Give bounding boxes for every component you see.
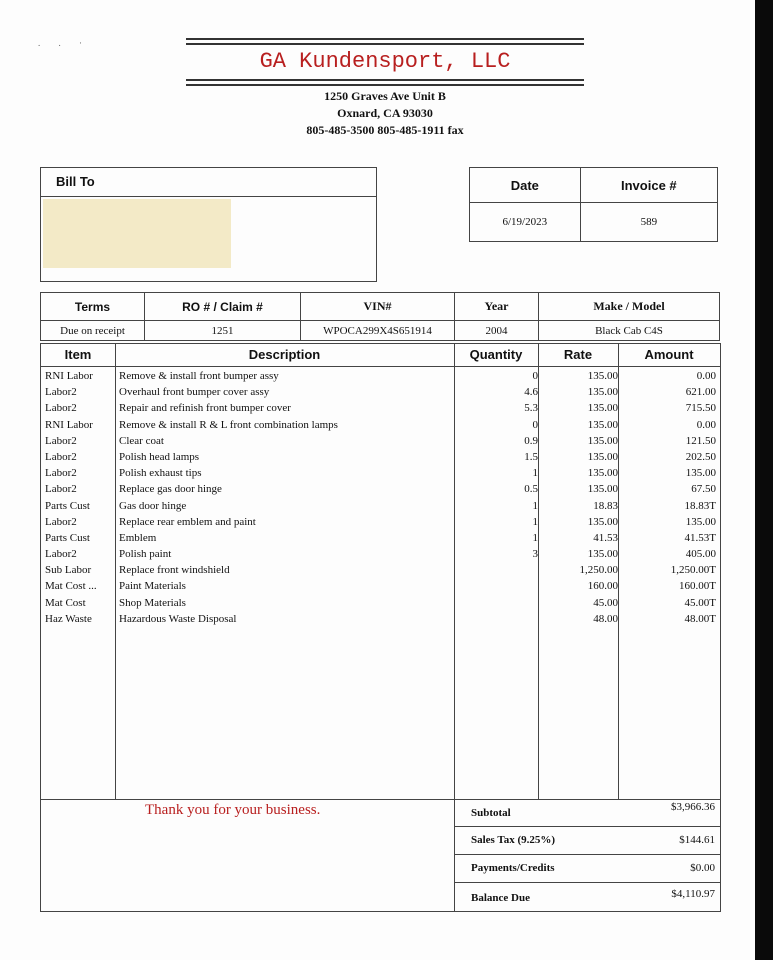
row-rate-cell: 135.00 (587, 548, 618, 561)
row-amount-cell: 1,250.00T (670, 564, 716, 577)
table-row (41, 400, 720, 416)
sales-tax-row (455, 826, 721, 855)
row-description-cell: Polish head lamps (119, 450, 200, 463)
row-quantity-cell: 0 (532, 370, 538, 382)
table-row (41, 384, 720, 400)
row-quantity-cell: 0.5 (524, 483, 538, 496)
row-description-cell: Overhaul front bumper cover assy (119, 386, 270, 399)
year-header: Year (455, 293, 539, 321)
row-quantity-cell: 4.6 (524, 386, 538, 399)
sales-tax-label: Sales Tax (9.25%) (471, 834, 556, 846)
row-description-cell: Replace gas door hinge (119, 483, 222, 496)
table-row (41, 546, 720, 562)
row-item-cell: Mat Cost ... (45, 580, 97, 593)
table-row (41, 562, 720, 578)
line-items-table (40, 343, 721, 800)
invoice-number-label: Invoice # (580, 168, 717, 203)
row-description-cell: Repair and refinish front bumper cover (119, 402, 291, 415)
table-row (41, 514, 720, 530)
row-item-cell: RNI Labor (45, 418, 93, 431)
row-amount-cell: 67.50 (691, 483, 716, 496)
header-rule-top-2 (186, 43, 584, 45)
row-item-cell: Sub Labor (45, 564, 92, 577)
row-rate-cell: 1,250.00 (579, 564, 618, 577)
row-quantity-cell: 5.3 (524, 402, 538, 415)
row-item-cell: Labor2 (45, 515, 77, 528)
table-row (41, 578, 720, 594)
row-description-cell: Replace rear emblem and paint (119, 515, 256, 528)
terms-header: Terms (41, 293, 145, 321)
row-item-cell: Haz Waste (45, 612, 92, 625)
row-description-cell: Remove & install R & L front combination lamps (119, 418, 338, 431)
row-item-cell: Labor2 (45, 548, 77, 561)
terms-table (40, 292, 720, 341)
table-row (41, 417, 720, 433)
row-amount-cell: 41.53T (684, 531, 716, 544)
row-amount-cell: 621.00 (685, 386, 716, 399)
bill-to-redaction (43, 199, 231, 268)
payments-row (455, 854, 721, 883)
address-line-1: 1250 Graves Ave Unit B (324, 89, 446, 103)
row-rate-cell: 135.00 (587, 450, 618, 463)
company-header (186, 38, 584, 86)
row-amount-cell: 135.00 (685, 467, 716, 480)
invoice-footer (40, 798, 721, 912)
year-value: 2004 (455, 321, 539, 341)
company-address (186, 88, 584, 139)
table-row (41, 595, 720, 611)
row-description-cell: Polish paint (119, 548, 172, 561)
invoice-number-value: 589 (580, 203, 717, 242)
row-item-cell: Labor2 (45, 402, 77, 415)
row-quantity-cell: 1 (532, 499, 538, 512)
row-description-cell: Hazardous Waste Disposal (119, 612, 237, 625)
row-rate-cell: 135.00 (587, 483, 618, 496)
row-description-cell: Emblem (119, 531, 157, 544)
row-quantity-cell: 3 (532, 548, 538, 561)
date-invoice-box (469, 167, 718, 242)
claim-value: 1251 (145, 321, 301, 341)
row-amount-cell: 135.00 (685, 515, 716, 528)
row-description-cell: Polish exhaust tips (119, 467, 202, 480)
description-column-header: Description (248, 347, 321, 362)
row-amount-cell: 48.00T (684, 612, 716, 625)
item-column-header: Item (64, 347, 92, 362)
make-model-header: Make / Model (539, 293, 720, 321)
row-description-cell: Shop Materials (119, 596, 186, 609)
row-rate-cell: 41.53 (593, 531, 618, 544)
table-row (41, 498, 720, 514)
row-amount-cell: 18.83T (684, 499, 716, 512)
row-amount-cell: 0.00 (696, 418, 716, 431)
table-row (41, 368, 720, 384)
address-line-2: Oxnard, CA 93030 (337, 106, 433, 120)
row-quantity-cell: 1.5 (524, 450, 538, 463)
row-item-cell: Mat Cost (45, 596, 86, 609)
quantity-column-header: Quantity (469, 347, 523, 362)
date-value: 6/19/2023 (470, 203, 581, 242)
payments-value: $0.00 (690, 862, 715, 874)
date-label: Date (470, 168, 581, 203)
row-quantity-cell: 1 (532, 467, 538, 480)
header-rule-bottom-2 (186, 84, 584, 86)
row-quantity-cell: 0 (532, 418, 538, 431)
row-amount-cell: 45.00T (684, 596, 716, 609)
scan-border (755, 0, 773, 960)
vin-header: VIN# (301, 293, 455, 321)
row-quantity-cell: 0.9 (524, 434, 538, 447)
payments-label: Payments/Credits (471, 862, 555, 874)
row-rate-cell: 135.00 (587, 386, 618, 399)
row-item-cell: Labor2 (45, 483, 77, 496)
row-amount-cell: 715.50 (685, 402, 716, 415)
subtotal-label: Subtotal (471, 807, 511, 819)
balance-due-label: Balance Due (471, 892, 530, 904)
row-item-cell: Labor2 (45, 434, 77, 447)
row-amount-cell: 405.00 (685, 548, 716, 561)
row-item-cell: Labor2 (45, 467, 77, 480)
row-description-cell: Clear coat (119, 434, 164, 447)
table-row (41, 433, 720, 449)
row-item-cell: Labor2 (45, 386, 77, 399)
sales-tax-value: $144.61 (679, 834, 715, 846)
row-quantity-cell: 1 (532, 531, 538, 544)
company-name: GA Kundensport, LLC (259, 49, 511, 74)
table-row (41, 449, 720, 465)
row-rate-cell: 18.83 (593, 499, 618, 512)
amount-column-header: Amount (644, 347, 694, 362)
row-item-cell: Labor2 (45, 450, 77, 463)
header-rule-top (186, 38, 584, 40)
row-amount-cell: 202.50 (685, 450, 716, 463)
row-item-cell: RNI Labor (45, 370, 93, 382)
row-amount-cell: 0.00 (696, 370, 716, 382)
terms-value: Due on receipt (41, 321, 145, 341)
row-item-cell: Parts Cust (45, 531, 90, 544)
bill-to-box (40, 167, 377, 282)
table-row (41, 465, 720, 481)
totals-box (454, 798, 721, 911)
row-rate-cell: 135.00 (587, 402, 618, 415)
row-description-cell: Remove & install front bumper assy (119, 370, 279, 382)
row-amount-cell: 160.00T (679, 580, 716, 593)
line-items-body (41, 368, 720, 627)
balance-due-row (455, 882, 721, 911)
row-amount-cell: 121.50 (685, 434, 716, 447)
table-row (41, 530, 720, 546)
row-rate-cell: 160.00 (587, 580, 618, 593)
subtotal-value: $3,966.36 (671, 801, 715, 813)
table-row (41, 481, 720, 497)
rate-column-header: Rate (563, 347, 593, 362)
line-items-header (41, 344, 720, 367)
row-description-cell: Replace front windshield (119, 564, 230, 577)
balance-due-value: $4,110.97 (671, 888, 715, 900)
row-rate-cell: 135.00 (587, 434, 618, 447)
row-description-cell: Gas door hinge (119, 499, 187, 512)
make-model-value: Black Cab C4S (539, 321, 720, 341)
table-row (41, 611, 720, 627)
row-quantity-cell: 1 (532, 515, 538, 528)
header-rule-bottom (186, 79, 584, 81)
claim-header: RO # / Claim # (145, 293, 301, 321)
row-rate-cell: 48.00 (593, 612, 618, 625)
bill-to-label: Bill To (41, 168, 376, 197)
row-item-cell: Parts Cust (45, 499, 90, 512)
scan-specks: . . · (38, 38, 90, 48)
row-rate-cell: 135.00 (587, 370, 618, 382)
row-rate-cell: 45.00 (593, 596, 618, 609)
vin-value: WPOCA299X4S651914 (301, 321, 455, 341)
row-description-cell: Paint Materials (119, 580, 186, 593)
phone-line: 805-485-3500 805-485-1911 fax (306, 123, 464, 137)
row-rate-cell: 135.00 (587, 515, 618, 528)
subtotal-row (455, 798, 721, 827)
row-rate-cell: 135.00 (587, 467, 618, 480)
thank-you-message: Thank you for your business. (145, 802, 321, 818)
row-rate-cell: 135.00 (587, 418, 618, 431)
